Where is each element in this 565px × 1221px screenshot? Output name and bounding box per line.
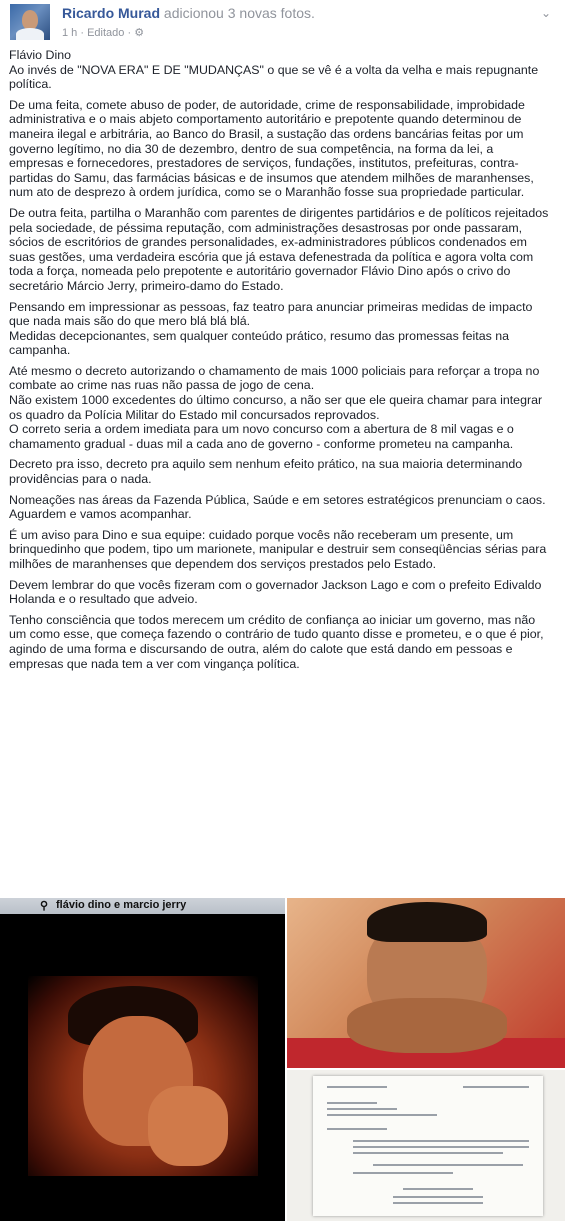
post-meta bbox=[62, 26, 144, 39]
avatar-face bbox=[22, 10, 38, 30]
photo-document[interactable] bbox=[287, 1070, 565, 1221]
portrait-hand bbox=[148, 1086, 228, 1166]
author-name[interactable]: Ricardo Murad bbox=[62, 5, 161, 21]
paragraph: De outra feita, partilha o Maranhão com parentes de dirigentes partidários e de políticos rejeitados pela sociedade, de péssima reputação, com administrações desastrosas por onde passaram, sócios de escritórios de grandes personalidades, ex-administradores públicos condenados em suas gestões, uma verdadeira escória que já estava defenestrada da política e agora volta com toda a força, nomeada pelo prepotente e autoritário governador Flávio Dino após o crivo do secretário Márcio Jerry, primeiro-damo do Estado. bbox=[9, 205, 549, 293]
paragraph: É um aviso para Dino e sua equipe: cuidado porque vocês não receberam um presente, um brinquedinho que podem, tipo um marionete, manipular e destruir sem conseqüências sérias para milhões de maranhenses que dependem dos serviços prestados pelo Estado. bbox=[9, 527, 547, 571]
document-line bbox=[393, 1196, 483, 1198]
search-caption-strip bbox=[0, 898, 285, 914]
avatar-body bbox=[16, 28, 44, 40]
search-caption: flávio dino e marcio jerry bbox=[56, 899, 187, 911]
photo-grid bbox=[0, 898, 565, 1221]
portrait-hands bbox=[347, 998, 507, 1053]
paragraph: Decreto pra isso, decreto pra aquilo sem nenhum efeito prático, na sua maioria determinando providências para o nada. bbox=[9, 457, 523, 487]
document-line bbox=[373, 1164, 523, 1166]
paragraph: Tenho consciência que todos merecem um crédito de confiança ao iniciar um governo, mas não um como esse, que começa fazendo o contrário de tudo quanto disse e prometeu, e o que é pior, agindo de uma forma e discursando de outra, além do calote que está dando em pessoas e empresas que nada tem a ver com vingança política. bbox=[9, 612, 544, 671]
paragraph: De uma feita, comete abuso de poder, de autoridade, crime de responsabilidade, improbidade administrativa e o mais abjeto comportamento autoritário e prepotente quando determinou de maneira ilegal e arbitrária, ao Banco do Brasil, a sustação das ordens bancárias feitas por um governo legítimo, no dia 30 de dezembro, dentro de sua competência, na forma da lei, a empresas e fornecedores, prestadores de serviços, fundações, institutos, prefeituras, contra-partidas do Samu, das farmácias básicas e de insumos que atendem milhões de maranhenses, num ato de desprezo à ordem jurídica, como se o Maranhão fosse sua propriedade particular. bbox=[9, 97, 534, 200]
document-line bbox=[353, 1146, 529, 1148]
edited-label[interactable]: Editado bbox=[87, 27, 125, 39]
post-time[interactable]: 1 h bbox=[62, 27, 78, 39]
meta-separator: · bbox=[80, 27, 88, 39]
document-line bbox=[327, 1102, 377, 1104]
photo-marcio-jerry[interactable] bbox=[287, 898, 565, 1068]
paragraph: Devem lembrar do que vocês fizeram com o governador Jackson Lago e com o prefeito Edivaldo Holanda e o resultado que adveio. bbox=[9, 577, 542, 607]
document-line bbox=[327, 1128, 387, 1130]
chevron-down-icon[interactable]: ⌄ bbox=[540, 6, 551, 20]
paragraph: Até mesmo o decreto autorizando o chamamento de mais 1000 policiais para reforçar a tropa no combate ao crime nas ruas não passa de jogo de cena. Não existem 1000 excedentes do último concurso, a não ser que ele queira chamar para integrar os quadro da Polícia Militar do Estado mil concursados reprovados. O correto seria a ordem imediata para um novo concurso com a abertura de 8 mil vagas e o chamamento gradual - duas mil a cada ano de governo - conforme prometeu na campanha. bbox=[9, 363, 543, 451]
document-line bbox=[463, 1086, 529, 1088]
portrait-hair bbox=[367, 902, 487, 942]
photo-flavio-dino[interactable] bbox=[0, 898, 285, 1221]
document-line bbox=[353, 1152, 503, 1154]
document-line bbox=[327, 1086, 387, 1088]
post-action: adicionou 3 novas fotos. bbox=[163, 5, 315, 21]
document-paper bbox=[313, 1076, 543, 1216]
portrait-image bbox=[28, 976, 258, 1176]
post-header bbox=[0, 0, 565, 44]
avatar[interactable] bbox=[10, 4, 50, 40]
document-line bbox=[353, 1172, 453, 1174]
post-body bbox=[9, 48, 549, 677]
paragraph: Nomeações nas áreas da Fazenda Pública, Saúde e em setores estratégicos prenunciam o caos. Aguardem e vamos acompanhar. bbox=[9, 492, 546, 522]
document-line bbox=[393, 1202, 483, 1204]
document-line bbox=[327, 1114, 437, 1116]
author-line bbox=[62, 5, 315, 21]
meta-separator: · bbox=[127, 27, 135, 39]
document-line bbox=[353, 1140, 529, 1142]
document-line bbox=[327, 1108, 397, 1110]
friends-icon[interactable]: ⚙ bbox=[134, 27, 145, 39]
document-line bbox=[403, 1188, 473, 1190]
paragraph: Pensando em impressionar as pessoas, faz teatro para anunciar primeiras medidas de impacto que nada mais são do que mero blá blá blá. Medidas decepcionantes, sem qualquer conteúdo prático, resumo das promessas feitas na campanha. bbox=[9, 299, 533, 358]
paragraph: Flávio Dino Ao invés de "NOVA ERA" E DE "MUDANÇAS" o que se vê é a volta da velha e mais repugnante política. bbox=[9, 48, 539, 92]
search-icon: ⚲ bbox=[40, 900, 49, 912]
